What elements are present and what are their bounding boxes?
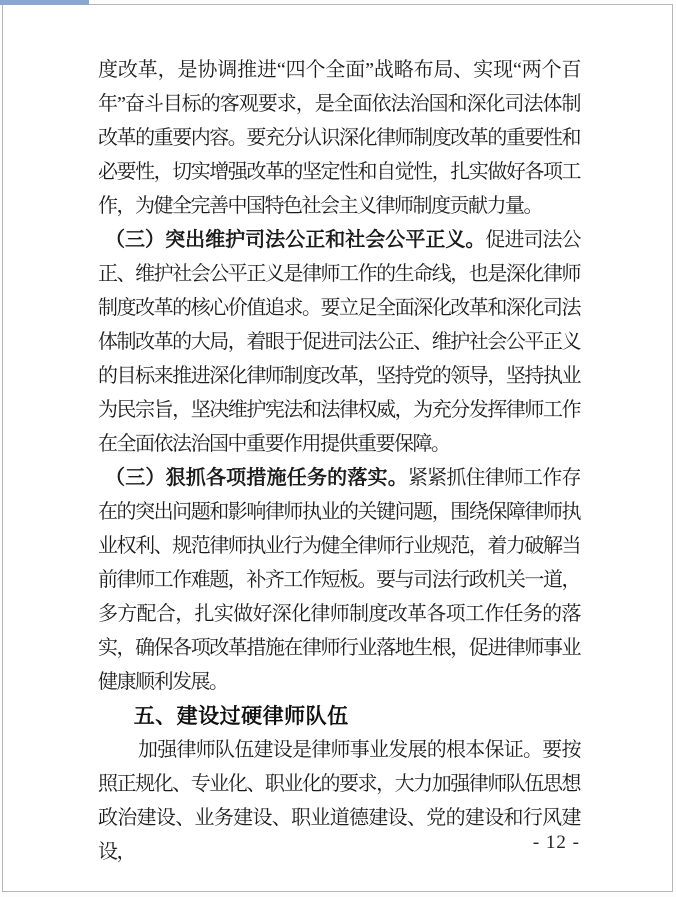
paragraph: 度改革，是协调推进“四个全面”战略布局、实现“两个百年”奋斗目标的客观要求，是全面依法治国和深化司法体制改革的重要内容。要充分认识深化律师制度改革的重要性和必要性，切实增强改革的坚定性和自觉性，扎实做好各项工作，为健全完善中国特色社会主义律师制度贡献力量。 — [98, 59, 580, 217]
document-body — [98, 53, 580, 869]
paragraph-lead: （三）突出维护司法公正和社会公平正义。 — [105, 229, 486, 251]
paragraph-lead: （三）狠抓各项措施任务的落实。 — [105, 467, 408, 489]
paragraph: （三）突出维护司法公正和社会公平正义。促进司法公正、维护社会公平正义是律师工作的生命线，也是深化律师制度改革的核心价值追求。要立足全面深化改革和深化司法体制改革的大局，着眼于促进司法公正、维护社会公平正义的目标来推进深化律师制度改革，坚持党的领导，坚持执业为民宗旨，坚决维护宪法和法律权威，为充分发挥律师工作在全面依法治国中重要作用提供重要保障。 — [98, 229, 581, 455]
paragraph: （三）狠抓各项措施任务的落实。紧紧抓住律师工作存在的突出问题和影响律师执业的关键问题，围绕保障律师执业权利、规范律师执业行为健全律师行业规范，着力破解当前律师工作难题，补齐工作短板。要与司法行政机关一道，多方配合，扎实做好深化律师制度改革各项工作任务的落实，确保各项改革措施在律师行业落地生根，促进律师事业健康顺利发展。 — [98, 467, 581, 693]
section-heading: 五、建设过硬律师队伍 — [133, 704, 349, 728]
top-accent-bar — [0, 0, 89, 5]
document-page — [2, 4, 673, 892]
paragraph: 加强律师队伍建设是律师事业发展的根本保证。要按照正规化、专业化、职业化的要求，大力加强律师队伍思想政治建设、业务建设、职业道德建设、党的建设和行风建设， — [98, 739, 580, 863]
page-number: - 12 - — [532, 832, 580, 853]
